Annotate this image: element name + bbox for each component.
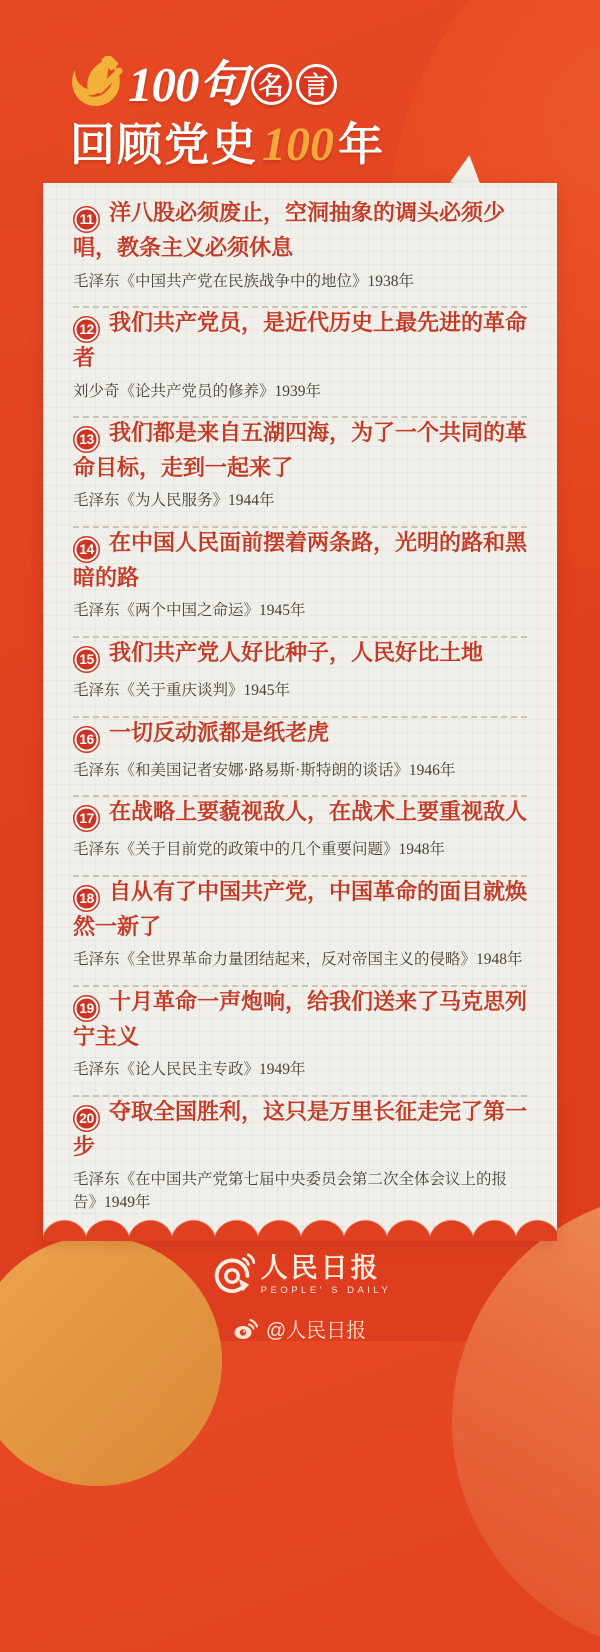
weibo-handle-text: @人民日报 [265, 1320, 367, 1342]
weibo-handle-row [234, 1314, 366, 1343]
quote-source: 毛泽东《关于重庆谈判》1945年 [73, 682, 291, 700]
quote-source: 毛泽东《两个中国之命运》1945年 [73, 602, 306, 620]
quote-text [73, 877, 527, 943]
quote-text [73, 528, 527, 594]
quote-number-badge: 13 [73, 426, 100, 453]
quote-source: 毛泽东《全世界革命力量团结起来，反对帝国主义的侵略》1948年 [73, 951, 523, 969]
quote-content: 一切反动派都是纸老虎 [109, 719, 330, 745]
header-line-1 [70, 56, 385, 112]
quote-content: 我们都是来自五湖四海，为了一个共同的革命目标，走到一起来了 [73, 419, 528, 481]
quote-source: 毛泽东《论人民民主专政》1949年 [73, 1061, 306, 1079]
quote-item [73, 308, 527, 418]
quote-source: 毛泽东《为人民服务》1944年 [73, 492, 275, 510]
quote-number-badge: 20 [73, 1105, 100, 1132]
quote-content: 在战略上要藐视敌人，在战术上要重视敌人 [109, 799, 528, 825]
quote-number-badge: 18 [73, 885, 100, 912]
quote-item [73, 528, 527, 638]
quote-content: 十月革命一声炮响，给我们送来了马克思列宁主义 [73, 988, 528, 1049]
quote-list [73, 198, 528, 1211]
logo-english-name: PEOPLE' S DAILY [260, 1285, 392, 1297]
quote-item [73, 718, 527, 798]
quote-content: 自从有了中国共产党，中国革命的面目就焕然一新了 [73, 878, 528, 939]
quote-text [73, 638, 527, 673]
quote-text [73, 1097, 527, 1163]
quote-source: 刘少奇《论共产党员的修养》1939年 [73, 382, 322, 400]
quote-content: 夺取全国胜利，这只是万里长征走完了第一步 [73, 1098, 528, 1159]
poster-footer [0, 1253, 600, 1343]
logo-chinese-name: 人民日报 [260, 1253, 381, 1283]
quote-content: 我们共产党员，是近代历史上最先进的革命者 [73, 309, 528, 371]
quote-card-inner [43, 183, 557, 1240]
title-100-sentences: 100句 [128, 56, 247, 112]
card-scalloped-edge [43, 1217, 557, 1241]
quote-item [73, 1097, 527, 1214]
quote-text [73, 308, 527, 374]
quote-content: 洋八股必须废止，空洞抽象的调头必须少唱，教条主义必须休息 [73, 200, 506, 261]
quote-source: 毛泽东《中国共产党在民族战争中的地位》1938年 [73, 272, 415, 290]
at-megaphone-icon [209, 1253, 255, 1299]
quote-item [73, 418, 527, 528]
quote-item [73, 877, 527, 987]
quote-text [73, 797, 527, 832]
quote-number-badge: 17 [73, 805, 100, 832]
peoples-daily-logo [209, 1253, 392, 1299]
quote-text [73, 987, 527, 1053]
quote-content: 在中国人民面前摆着两条路，光明的路和黑暗的路 [73, 529, 528, 591]
quote-item [73, 797, 527, 877]
title-100-years-number: 100 [262, 118, 335, 171]
quote-card [43, 183, 557, 1240]
logo-texts [261, 1253, 392, 1296]
quote-item [73, 638, 527, 718]
quote-source: 毛泽东《和美国记者安娜·路易斯·斯特朗的谈话》1946年 [73, 761, 456, 779]
party-emblem-icon [70, 56, 126, 112]
quote-text [73, 198, 527, 264]
quote-item [73, 987, 527, 1097]
quote-item [73, 198, 527, 308]
quote-number-badge: 16 [73, 726, 100, 753]
quote-text [73, 718, 527, 753]
badge-char-yan: 言 [296, 64, 337, 105]
quote-number-badge: 14 [73, 536, 100, 563]
quote-number-badge: 19 [73, 995, 100, 1022]
header-line-2 [70, 119, 385, 172]
quote-source: 毛泽东《在中国共产党第七届中央委员会第二次全体会议上的报告》1949年 [73, 1171, 508, 1211]
quote-number-badge: 15 [73, 646, 100, 673]
weibo-icon [234, 1318, 258, 1340]
quote-text [73, 418, 527, 484]
quote-source: 毛泽东《关于目前党的政策中的几个重要问题》1948年 [73, 841, 446, 859]
quote-content: 我们共产党人好比种子，人民好比土地 [109, 639, 484, 665]
quote-number-badge: 11 [73, 206, 100, 233]
quote-number-badge: 12 [73, 316, 100, 343]
title-year-suffix: 年 [338, 120, 386, 170]
title-review-history: 回顾党史 [70, 120, 259, 170]
poster-header [70, 56, 385, 172]
badge-char-ming: 名 [251, 64, 292, 105]
